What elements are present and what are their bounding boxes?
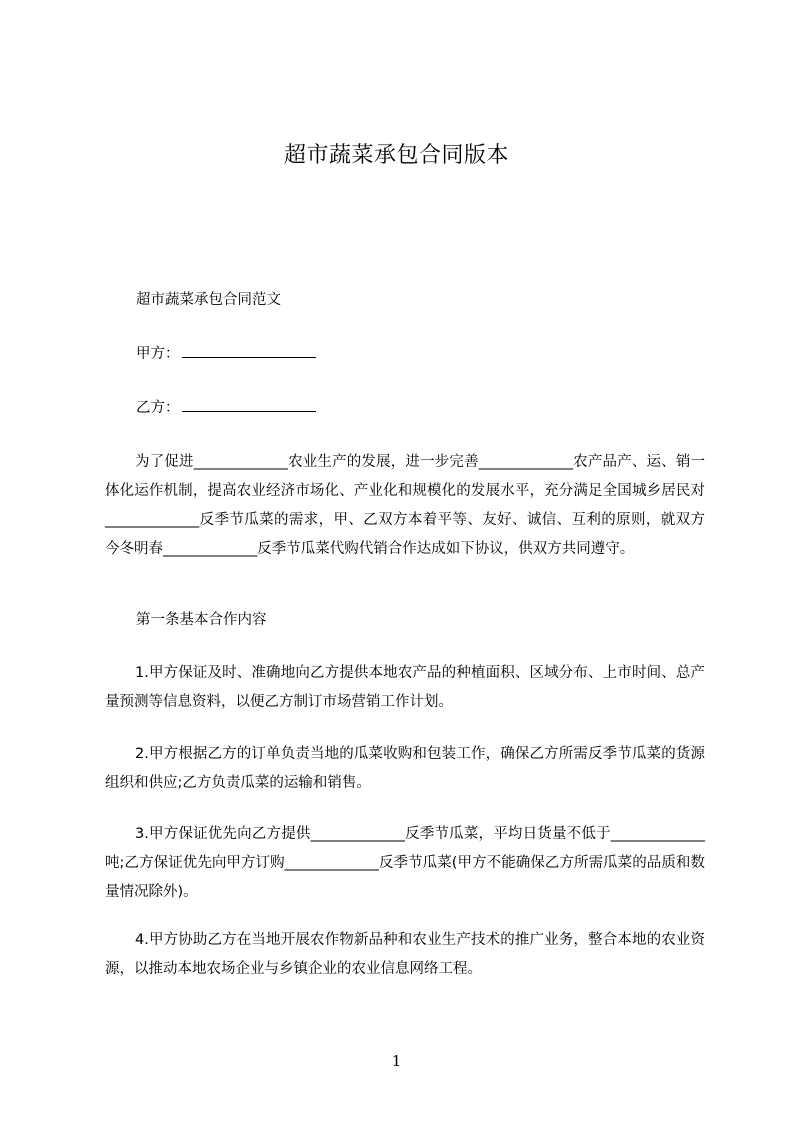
preamble-paragraph: 为了促进_____________农业生产的发展，进一步完善_____________农产品产、运、销一体化运作机制，提高农业经济市场化、产业化和规模化的发展水平，充分满足全国城乡居民对_____________反季节瓜菜的需求，甲、乙双方本着平等、友好、诚信、互利的原则，就双方今冬明春_____________反季节瓜菜代购代销合作达成如下协议，供双方共同遵守。	[105, 454, 705, 557]
clause-3-paragraph: 3.甲方保证优先向乙方提供_____________反季节瓜菜，平均日货量不低于_____________吨;乙方保证优先向甲方订购_____________反季节瓜菜(甲方不能确保乙方所需瓜菜的品质和数量情况除外)。	[105, 826, 705, 900]
clause-1-paragraph: 1.甲方保证及时、准确地向乙方提供本地农产品的种植面积、区域分布、上市时间、总产量预测等信息资料，以便乙方制订市场营销工作计划。	[105, 665, 705, 710]
clause-4-paragraph: 4.甲方协助乙方在当地开展农作物新品种和农业生产技术的推广业务，整合本地的农业资源，以推动本地农场企业与乡镇企业的农业信息网络工程。	[105, 932, 705, 977]
document-subtitle: 超市蔬菜承包合同范文	[136, 292, 281, 308]
party-b-blank	[182, 397, 316, 412]
party-b-label: 乙方：	[136, 400, 180, 416]
party-b-line	[136, 394, 316, 423]
party-a-line	[136, 340, 316, 369]
clause-2-paragraph: 2.甲方根据乙方的订单负责当地的瓜菜收购和包装工作，确保乙方所需反季节瓜菜的货源组织和供应;乙方负责瓜菜的运输和销售。	[105, 746, 705, 791]
document-title: 超市蔬菜承包合同版本	[283, 143, 509, 168]
page-number: 1	[391, 1052, 402, 1070]
article1-heading: 第一条基本合作内容	[136, 612, 267, 628]
party-a-label: 甲方：	[136, 346, 180, 362]
party-a-blank	[182, 343, 316, 358]
